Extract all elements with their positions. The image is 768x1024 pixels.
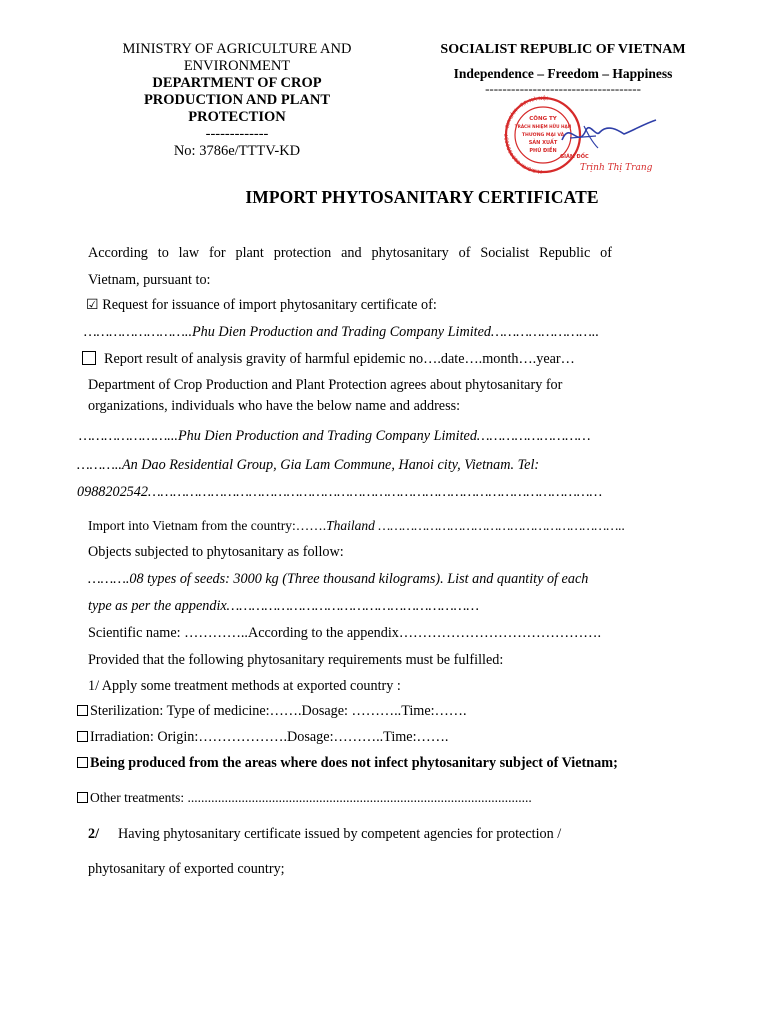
ministry-name: MINISTRY OF AGRICULTURE AND ENVIRONMENT: [122, 41, 352, 74]
scientific-name-line: Scientific name: …………..According to the appendix…………………………………….: [88, 625, 602, 641]
objects-label: Objects subjected to phytosanitary as follow:: [88, 544, 344, 560]
organization-tel-line: 0988202542………………………………………………………………………………………………: [77, 484, 603, 500]
import-country-line: [88, 517, 625, 535]
report-option: [82, 350, 575, 368]
sterilization-checkbox[interactable]: [77, 705, 88, 716]
request-option: [86, 296, 437, 314]
country-name: SOCIALIST REPUBLIC OF VIETNAM: [440, 42, 686, 57]
import-country-value: Thailand: [326, 518, 375, 533]
intro-line-1: According to law for plant protection and phytosanitary of Socialist Republic of: [88, 245, 612, 261]
irradiation-label: Irradiation: Origin:……………….Dosage:………..Time:…….: [90, 729, 449, 745]
intro-line-2: Vietnam, pursuant to:: [88, 272, 211, 288]
objects-line-1: ……….08 types of seeds: 3000 kg (Three thousand kilograms). List and quantity of each: [88, 571, 589, 587]
sterilization-label: Sterilization: Type of medicine:…….Dosage: ………..Time:…….: [90, 703, 467, 719]
item-2-text: Having phytosanitary certificate issued by competent agencies for protection /: [118, 826, 562, 842]
sterilization-option: [77, 702, 467, 720]
item-2-line-1: [88, 825, 628, 843]
signature-stroke-2: [570, 126, 598, 148]
issuer-block: [100, 41, 374, 160]
objects-line-2: type as per the appendix……………………………………………………: [88, 598, 479, 614]
document-number: No: 3786e/TTTV-KD: [173, 143, 301, 159]
request-label: Request for issuance of import phytosanitary certificate of:: [102, 297, 437, 313]
seal-role: GIÁM ĐỐC: [560, 154, 589, 160]
signer-name: Trịnh Thị Trang: [580, 163, 653, 173]
item-2-number: 2/: [88, 826, 100, 842]
document-title: IMPORT PHYTOSANITARY CERTIFICATE: [245, 187, 599, 207]
other-treatments-checkbox[interactable]: [77, 792, 88, 803]
department-line-3: PROTECTION: [188, 109, 286, 125]
seal-text-mid-4: PHÚ ĐIỀN: [529, 148, 557, 154]
import-country-label: Import into Vietnam from the country:…….: [88, 518, 327, 533]
department-line-1: DEPARTMENT OF CROP: [152, 75, 322, 91]
item-2-line-2: phytosanitary of exported country;: [88, 861, 285, 877]
treatment-heading: 1/ Apply some treatment methods at exported country :: [88, 678, 401, 694]
other-treatments-label: Other treatments: ......................................................................................................: [90, 790, 532, 805]
national-motto: Independence – Freedom – Happiness: [453, 66, 673, 81]
department-agreement-line-1: Department of Crop Production and Plant Protection agrees about phytosanitary for: [88, 377, 563, 393]
report-label: Report result of analysis gravity of harmful epidemic no….date….month….year…: [104, 351, 575, 367]
seal-text-top: CÔNG TY: [529, 116, 557, 122]
seal-text-mid-1: TRÁCH NHIỆM HỮU HẠN: [514, 124, 572, 129]
report-checkbox[interactable]: [82, 351, 96, 365]
department-line-2: PRODUCTION AND PLANT: [143, 92, 331, 108]
areas-label: Being produced from the areas where does not infect phytosanitary subject of Vietnam;: [90, 755, 618, 771]
provided-line: Provided that the following phytosanitary requirements must be fulfilled:: [88, 652, 504, 668]
department-agreement-line-2: organizations, individuals who have the below name and address:: [88, 398, 461, 414]
motto-separator: ------------------------------------: [485, 81, 641, 96]
seal-ring-text: M.S.D.N: 0104350637 · GIA LÂM - T.P. HÀ NỘI: [503, 95, 549, 174]
request-company-line: ……………………..Phu Dien Production and Trading Company Limited……………………..: [84, 324, 600, 340]
organization-address-line: ………..An Dao Residential Group, Gia Lam Commune, Hanoi city, Vietnam. Tel:: [77, 457, 540, 473]
seal-text-mid-3: SẢN XUẤT: [528, 140, 558, 146]
irradiation-checkbox[interactable]: [77, 731, 88, 742]
company-seal-and-signature: [500, 90, 670, 174]
national-heading: [412, 41, 714, 96]
other-treatments-option: [77, 789, 532, 807]
import-country-fill: ……………………………………………………..: [374, 518, 626, 533]
seal-text-mid-2: THƯƠNG MẠI VÀ: [521, 133, 565, 138]
organization-name-line: …………………...Phu Dien Production and Trading Company Limited………………………: [79, 428, 591, 444]
issuer-separator: -------------: [205, 126, 269, 142]
irradiation-option: [77, 728, 448, 746]
areas-checkbox[interactable]: [77, 757, 88, 768]
checked-checkbox-icon[interactable]: ☑: [86, 297, 99, 313]
areas-option: [77, 754, 618, 772]
